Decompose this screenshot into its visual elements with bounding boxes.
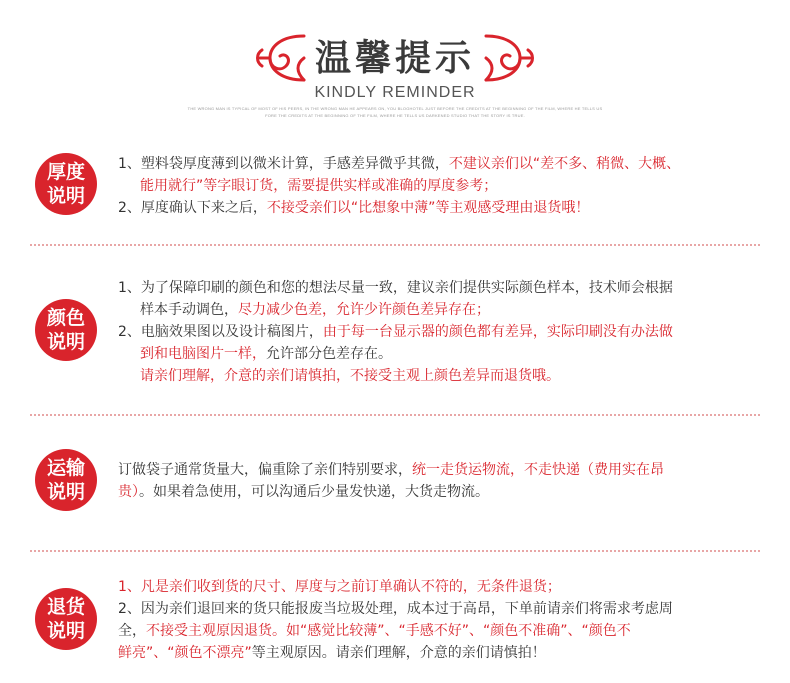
text-line: 2、电脑效果图以及设计稿图片，由于每一台显示器的颜色都有差异，实际印刷没有办法做	[118, 324, 673, 340]
section-shipping	[0, 445, 790, 525]
text-line: 1、凡是亲们收到货的尺寸、厚度与之前订单确认不符的，无条件退货；	[118, 579, 561, 595]
section-badge-thickness: 厚度 说明	[35, 153, 97, 215]
text-line: 1、为了保障印刷的颜色和您的想法尽量一致，建议亲们提供实际颜色样本，技术师会根据	[118, 280, 673, 296]
divider	[30, 244, 760, 246]
divider	[30, 550, 760, 552]
text-line: 贵）。如果着急使用，可以沟通后少量发快递，大货走物流。	[118, 484, 489, 500]
section-color	[0, 275, 790, 395]
section-text-color	[118, 277, 758, 387]
text-line: 2、厚度确认下来之后，不接受亲们以“比想象中薄”等主观感受理由退货哦！	[118, 200, 590, 216]
text-line: 1、塑料袋厚度薄到以微米计算，手感差异微乎其微，不建议亲们以“差不多、稍微、大概、	[118, 156, 681, 172]
divider	[30, 414, 760, 416]
text-line: 全，不接受主观原因退货。如“感觉比较薄”、“手感不好”、“颜色不准确”、“颜色不	[118, 623, 631, 639]
fine-print-line-2: FORE THE CREDITS AT THE BEGINNING OF THE FILM, WHERE HE TELLS US DARKENED STUDIO THAT THE STORY IS TRUE.	[265, 113, 525, 118]
text-line: 样本手动调色，尽力减少色差，允许少许颜色差异存在；	[140, 302, 490, 318]
page-subtitle: KINDLY REMINDER	[314, 84, 476, 101]
text-line: 到和电脑图片一样，允许部分色差存在。	[140, 346, 392, 362]
text-line: 订做袋子通常货量大，偏重除了亲们特别要求，统一走货运物流，不走快递（费用实在昂	[118, 462, 664, 478]
text-line: 能用就行”等字眼订货，需要提供实样或准确的厚度参考；	[140, 178, 498, 194]
text-line: 请亲们理解，介意的亲们请慎拍，不接受主观上颜色差异而退货哦。	[140, 368, 560, 384]
header	[0, 0, 790, 125]
section-badge-shipping: 运输 说明	[35, 449, 97, 511]
page-title: 温馨提示	[314, 38, 475, 79]
section-returns	[0, 572, 790, 682]
fine-print-line-1: THE WRONG MAN IS TYPICAL OF MOST OF HIS PEERS, IN THE WRONG MAN HE APPEARS ON, YOU BLOGHOTEL JUST BEFORE THE CREDITS AT THE BEGINNING OF THE FILM, WHERE HE TELLS US	[187, 106, 603, 111]
section-badge-returns: 退货 说明	[35, 588, 97, 650]
section-text-returns	[118, 576, 758, 664]
section-text-thickness	[118, 153, 758, 219]
text-line: 鲜亮”、“颜色不漂亮”等主观原因。请亲们理解，介意的亲们请慎拍！	[118, 645, 546, 661]
section-text-shipping	[118, 459, 758, 503]
section-badge-color: 颜色 说明	[35, 299, 97, 361]
section-thickness	[0, 145, 790, 245]
text-line: 2、因为亲们退回来的货只能报废当垃圾处理，成本过于高昂，下单前请亲们将需求考虑周	[118, 601, 673, 617]
